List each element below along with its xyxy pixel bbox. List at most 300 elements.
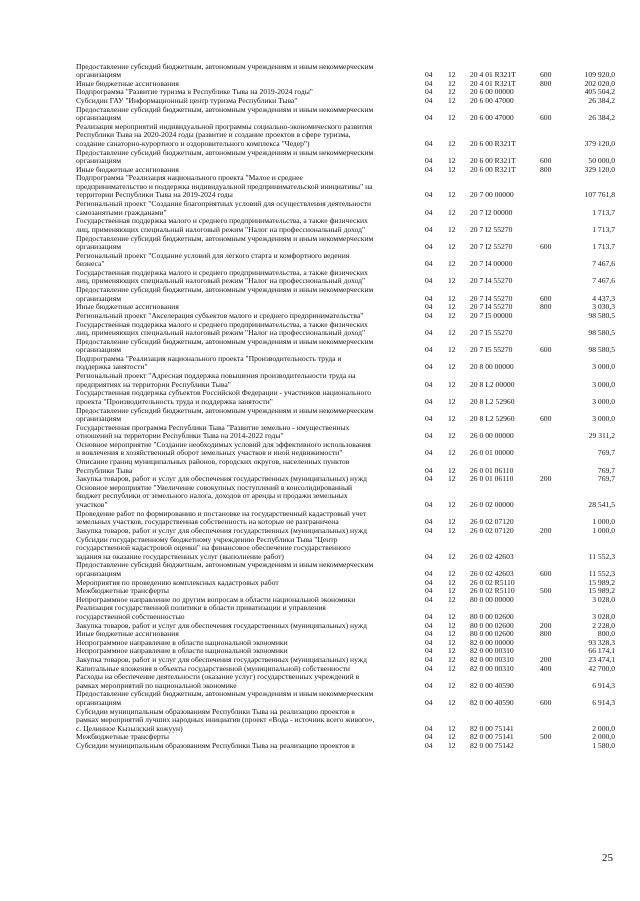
table-row: [0, 217, 640, 234]
row-target-article: 20 7 I2 00000: [470, 207, 513, 217]
row-subsection: 12: [448, 276, 456, 286]
row-amount: 93 328,3: [588, 637, 615, 647]
row-amount: 1 713,7: [592, 224, 615, 234]
table-row: [0, 106, 640, 123]
row-name-line: организациям: [76, 569, 122, 578]
row-name-line: Иные бюджетные ассигнования: [76, 79, 179, 88]
row-name-line: организациям: [76, 157, 122, 166]
row-subsection: 12: [448, 138, 456, 148]
row-name-line: Иные бюджетные ассигнования: [76, 165, 179, 174]
row-name-line: Проведение работ по формированию и постановке на государственный кадастровый учет: [76, 509, 367, 518]
row-name: [76, 149, 416, 166]
row-target-article: 20 7 I2 55270: [470, 224, 513, 234]
row-section: 04: [425, 474, 433, 484]
row-target-article: 82 0 00 75141: [470, 723, 514, 733]
row-name: [76, 604, 416, 621]
row-target-article: 26 0 02 R5110: [470, 577, 515, 587]
row-expense-type: 200: [540, 654, 552, 664]
row-name: [76, 665, 416, 674]
row-subsection: 12: [448, 207, 456, 217]
row-amount: 109 920,0: [584, 70, 615, 80]
row-name-line: земельных участков, государственная собственность на которые не разграничена: [76, 518, 339, 527]
row-amount: 769,7: [597, 474, 615, 484]
row-section: 04: [425, 328, 433, 338]
row-name: [76, 536, 416, 562]
table-row: [0, 733, 640, 742]
row-amount: 26 384,2: [588, 113, 615, 123]
row-target-article: 20 7 I4 55270: [470, 276, 513, 286]
row-subsection: 12: [448, 259, 456, 269]
row-target-article: 20 6 00 R321T: [470, 138, 516, 148]
row-target-article: 20 7 I5 55270: [470, 345, 513, 355]
table-row: [0, 286, 640, 303]
row-name-line: Основное мероприятие "Создание необходимых условий для эффективного использования: [76, 440, 371, 449]
row-name-line: Предоставление субсидий бюджетным, автономным учреждениям и иным некоммерческим: [76, 561, 374, 570]
row-section: 04: [425, 396, 433, 406]
table-row: [0, 372, 640, 389]
row-section: 04: [425, 448, 433, 458]
row-subsection: 12: [448, 431, 456, 441]
row-subsection: 12: [448, 680, 456, 690]
row-name-line: участков": [76, 501, 108, 510]
row-name-line: проекта "Производительность труда и поддержка занятости": [76, 397, 273, 406]
row-section: 04: [425, 379, 433, 389]
row-name-line: задания на оказание государственных услуг (выполнение работ): [76, 552, 284, 561]
row-section: 04: [425, 637, 433, 647]
table-row: [0, 63, 640, 80]
row-name-line: Закупка товаров, работ и услуг для обеспечения государственных (муниципальных) нужд: [76, 475, 367, 484]
row-name-line: Региональный проект "Создание благоприятных условий для осуществления деятельности: [76, 200, 372, 209]
row-name-line: Закупка товаров, работ и услуг для обеспечения государственных (муниципальных) нужд: [76, 621, 367, 630]
row-subsection: 12: [448, 302, 456, 312]
row-name: [76, 587, 416, 596]
row-target-article: 20 4 01 R321T: [470, 70, 516, 80]
row-name-line: Подпрограмма "Развитие туризма в Республике Тыва на 2019-2024 годы": [76, 88, 313, 97]
row-name-line: организациям: [76, 114, 122, 123]
row-section: 04: [425, 680, 433, 690]
row-name-line: Межбюджетные трансферты: [76, 587, 169, 596]
row-subsection: 12: [448, 629, 456, 639]
row-name: [76, 561, 416, 578]
row-name: [76, 97, 416, 106]
row-subsection: 12: [448, 78, 456, 88]
row-name-line: Предоставление субсидий бюджетным, автономным учреждениям и иным некоммерческим: [76, 286, 374, 295]
table-row: [0, 88, 640, 97]
table-row: [0, 303, 640, 312]
table-row: [0, 424, 640, 441]
row-name-line: Реализация мероприятий индивидуальной программы социально-экономического развития: [76, 122, 373, 131]
row-target-article: 20 8 L2 52960: [470, 396, 515, 406]
row-subsection: 12: [448, 586, 456, 596]
row-amount: 3 028,0: [592, 594, 615, 604]
row-subsection: 12: [448, 740, 456, 750]
row-name: [76, 527, 416, 536]
table-row: [0, 166, 640, 175]
row-name-line: государственной кадастровой оценки" на финансовое обеспечение государственного: [76, 544, 351, 553]
row-amount: 98 580,5: [588, 310, 615, 320]
row-target-article: 26 0 02 07120: [470, 525, 514, 535]
row-section: 04: [425, 293, 433, 303]
row-section: 04: [425, 586, 433, 596]
row-section: 04: [425, 259, 433, 269]
row-name-line: организациям: [76, 294, 122, 303]
row-expense-type: 800: [540, 78, 552, 88]
row-target-article: 20 8 L2 52960: [470, 414, 515, 424]
row-name: [76, 673, 416, 690]
row-subsection: 12: [448, 620, 456, 630]
row-amount: 379 120,0: [584, 138, 615, 148]
row-name-line: создание санаторно-курортного и оздоровительного комплекса "Чедер"): [76, 139, 310, 148]
row-name-line: бизнеса": [76, 260, 105, 269]
row-amount: 11 552,3: [588, 551, 615, 561]
row-amount: 3 000,0: [592, 414, 615, 424]
row-section: 04: [425, 577, 433, 587]
row-subsection: 12: [448, 465, 456, 475]
row-amount: 1 713,7: [592, 242, 615, 252]
row-name-line: бюджет республики от земельного налога, доходов от аренды и продажи земельных: [76, 492, 348, 501]
row-expense-type: 600: [540, 568, 552, 578]
row-amount: 23 474,1: [588, 654, 615, 664]
row-amount: 6 914,3: [592, 697, 615, 707]
row-target-article: 82 0 00 75142: [470, 740, 514, 750]
row-name: [76, 80, 416, 89]
row-expense-type: 600: [540, 293, 552, 303]
row-subsection: 12: [448, 156, 456, 166]
row-target-article: 26 0 01 06110: [470, 474, 514, 484]
row-name-line: Государственная поддержка малого и среднего предпринимательства, а также физических: [76, 320, 368, 329]
row-amount: 1 000,0: [592, 525, 615, 535]
row-name-line: рамках мероприятий по национальной экономике: [76, 681, 237, 690]
table-row: [0, 690, 640, 707]
row-name-line: Предоставление субсидий бюджетным, автономным учреждениям и иным некоммерческим: [76, 690, 374, 699]
row-name-line: Государственная поддержка малого и среднего предпринимательства, а также физических: [76, 268, 368, 277]
table-row: [0, 407, 640, 424]
row-subsection: 12: [448, 242, 456, 252]
row-name: [76, 656, 416, 665]
row-name-line: территории Республики Тыва на 2019-2024 годы: [76, 191, 233, 200]
row-name: [76, 174, 416, 200]
row-name: [76, 200, 416, 217]
row-subsection: 12: [448, 654, 456, 664]
row-target-article: 20 6 00 R321T: [470, 164, 516, 174]
table-row: [0, 665, 640, 674]
row-section: 04: [425, 78, 433, 88]
table-row: [0, 536, 640, 562]
row-amount: 3 000,0: [592, 379, 615, 389]
row-subsection: 12: [448, 164, 456, 174]
table-row: [0, 604, 640, 621]
row-name-line: Предоставление субсидий бюджетным, автономным учреждениям и иным некоммерческим: [76, 234, 374, 243]
row-name: [76, 407, 416, 424]
row-name-line: Предоставление субсидий бюджетным, автономным учреждениям и иным некоммерческим: [76, 62, 374, 71]
row-name-line: государственной собственностью: [76, 612, 185, 621]
row-name: [76, 441, 416, 458]
row-amount: 405 504,2: [584, 87, 615, 97]
row-name-line: Региональный проект "Адресная поддержка повышения производительности труда на: [76, 372, 356, 381]
row-subsection: 12: [448, 568, 456, 578]
row-section: 04: [425, 594, 433, 604]
row-subsection: 12: [448, 697, 456, 707]
row-target-article: 26 0 00 00000: [470, 431, 514, 441]
row-target-article: 26 0 01 00000: [470, 448, 514, 458]
row-amount: 98 580,5: [588, 328, 615, 338]
row-name: [76, 484, 416, 510]
row-amount: 50 000,0: [588, 156, 615, 166]
row-target-article: 26 0 02 42603: [470, 568, 514, 578]
table-row: [0, 527, 640, 536]
row-target-article: 82 0 00 00000: [470, 637, 514, 647]
table-row: [0, 123, 640, 149]
row-name: [76, 88, 416, 97]
row-subsection: 12: [448, 500, 456, 510]
row-name-line: самозанятыми гражданами": [76, 208, 167, 217]
row-amount: 3 030,3: [592, 302, 615, 312]
row-section: 04: [425, 654, 433, 664]
row-amount: 2 228,0: [592, 620, 615, 630]
table-row: [0, 200, 640, 217]
row-amount: 769,7: [597, 448, 615, 458]
table-row: [0, 321, 640, 338]
row-amount: 26 384,2: [588, 95, 615, 105]
row-name: [76, 742, 416, 751]
row-amount: 2 000,0: [592, 723, 615, 733]
row-name-line: Республики Тыва на 2020-2024 годы (развитие и создание проектов в сфере туризма,: [76, 131, 351, 140]
row-expense-type: 500: [540, 732, 552, 742]
row-target-article: 80 0 00 00000: [470, 594, 514, 604]
row-name-line: предпринимательство и поддержка индивидуальной предпринимательской инициативы" на: [76, 182, 373, 191]
row-section: 04: [425, 646, 433, 656]
row-section: 04: [425, 302, 433, 312]
row-expense-type: 600: [540, 242, 552, 252]
row-amount: 1 000,0: [592, 517, 615, 527]
row-target-article: 20 4 01 R321T: [470, 78, 516, 88]
row-name: [76, 286, 416, 303]
row-name-line: организациям: [76, 698, 122, 707]
row-name-line: Подпрограмма "Реализация национального проекта "Производительность труда и: [76, 354, 342, 363]
row-target-article: 20 6 00 47000: [470, 95, 514, 105]
row-section: 04: [425, 224, 433, 234]
table-row: [0, 484, 640, 510]
row-subsection: 12: [448, 448, 456, 458]
row-section: 04: [425, 414, 433, 424]
row-amount: 4 437,3: [592, 293, 615, 303]
table-row: [0, 441, 640, 458]
row-section: 04: [425, 629, 433, 639]
row-section: 04: [425, 138, 433, 148]
row-amount: 769,7: [597, 465, 615, 475]
row-name: [76, 269, 416, 286]
row-subsection: 12: [448, 70, 456, 80]
row-name: [76, 303, 416, 312]
row-section: 04: [425, 190, 433, 200]
row-target-article: 80 0 00 02600: [470, 629, 514, 639]
row-target-article: 20 8 00 00000: [470, 362, 514, 372]
row-name: [76, 252, 416, 269]
row-amount: 3 000,0: [592, 362, 615, 372]
table-row: [0, 252, 640, 269]
row-name: [76, 647, 416, 656]
row-name-line: предприятиях на территории Республики Тыва": [76, 380, 231, 389]
table-row: [0, 149, 640, 166]
row-subsection: 12: [448, 113, 456, 123]
row-target-article: 20 7 I5 55270: [470, 328, 513, 338]
row-name: [76, 217, 416, 234]
row-name: [76, 708, 416, 734]
row-expense-type: 200: [540, 620, 552, 630]
table-row: [0, 174, 640, 200]
row-amount: 66 174,1: [588, 646, 615, 656]
table-row: [0, 742, 640, 751]
row-name-line: Субсидии ГАУ "Информационный центр туризма Республики Тыва": [76, 96, 298, 105]
row-name-line: Капитальные вложения в объекты государственной (муниципальной) собственности: [76, 664, 350, 673]
row-amount: 800,0: [597, 629, 615, 639]
row-name-line: Республики Тыва: [76, 466, 133, 475]
row-expense-type: 600: [540, 113, 552, 123]
row-name: [76, 312, 416, 321]
row-section: 04: [425, 620, 433, 630]
row-amount: 11 552,3: [588, 568, 615, 578]
row-name-line: Закупка товаров, работ и услуг для обеспечения государственных (муниципальных) нужд: [76, 526, 367, 535]
row-expense-type: 800: [540, 302, 552, 312]
row-section: 04: [425, 723, 433, 733]
row-name-line: Государственная программа Республики Тыва "Развитие земельно - имущественных: [76, 423, 350, 432]
row-subsection: 12: [448, 663, 456, 673]
row-target-article: 20 7 I4 00000: [470, 259, 513, 269]
row-expense-type: 200: [540, 474, 552, 484]
table-row: [0, 389, 640, 406]
row-subsection: 12: [448, 594, 456, 604]
row-subsection: 12: [448, 637, 456, 647]
row-name-line: Подпрограмма "Реализация национального проекта "Малое и среднее: [76, 174, 303, 183]
row-amount: 6 914,3: [592, 680, 615, 690]
row-name: [76, 596, 416, 605]
row-amount: 42 700,0: [588, 663, 615, 673]
row-subsection: 12: [448, 328, 456, 338]
row-target-article: 80 0 00 02600: [470, 620, 514, 630]
row-subsection: 12: [448, 723, 456, 733]
row-target-article: 82 0 00 00310: [470, 654, 514, 664]
row-target-article: 20 8 L2 00000: [470, 379, 515, 389]
row-section: 04: [425, 156, 433, 166]
row-subsection: 12: [448, 732, 456, 742]
row-name: [76, 622, 416, 631]
row-name-line: Иные бюджетные ассигнования: [76, 630, 179, 639]
row-name-line: Субсидии государственному бюджетному учреждению Республики Тыва "Центр: [76, 535, 338, 544]
row-name-line: с. Целинное Кызылский кожуун): [76, 724, 183, 733]
row-amount: 202 020,0: [584, 78, 615, 88]
row-target-article: 26 0 02 R5110: [470, 586, 515, 596]
table-row: [0, 458, 640, 475]
row-target-article: 20 7 I5 00000: [470, 310, 513, 320]
row-name: [76, 166, 416, 175]
row-name: [76, 510, 416, 527]
row-name-line: Описание границ муниципальных районов, городских округов, населенных пунктов: [76, 458, 350, 467]
row-name: [76, 630, 416, 639]
row-target-article: 26 0 02 42603: [470, 551, 514, 561]
table-row: [0, 235, 640, 252]
row-amount: 3 028,0: [592, 611, 615, 621]
row-section: 04: [425, 732, 433, 742]
table-row: [0, 630, 640, 639]
row-section: 04: [425, 70, 433, 80]
row-name-line: лиц, применяющих специальный налоговый режим "Налог на профессиональный доход": [76, 277, 366, 286]
row-subsection: 12: [448, 646, 456, 656]
row-subsection: 12: [448, 190, 456, 200]
row-section: 04: [425, 276, 433, 286]
row-subsection: 12: [448, 362, 456, 372]
row-name-line: Межбюджетные трансферты: [76, 733, 169, 742]
row-name: [76, 690, 416, 707]
row-amount: 15 989,2: [588, 586, 615, 596]
row-name-line: лиц, применяющих специальный налоговый режим "Налог на профессиональный доход": [76, 225, 366, 234]
row-section: 04: [425, 517, 433, 527]
row-subsection: 12: [448, 379, 456, 389]
table-row: [0, 596, 640, 605]
row-name-line: Предоставление субсидий бюджетным, автономным учреждениям и иным некоммерческим: [76, 148, 374, 157]
row-section: 04: [425, 164, 433, 174]
row-target-article: 26 0 02 00000: [470, 500, 514, 510]
row-subsection: 12: [448, 414, 456, 424]
row-amount: 3 000,0: [592, 396, 615, 406]
row-subsection: 12: [448, 293, 456, 303]
row-subsection: 12: [448, 396, 456, 406]
row-target-article: 82 0 00 75141: [470, 732, 514, 742]
row-section: 04: [425, 310, 433, 320]
table-row: [0, 269, 640, 286]
row-subsection: 12: [448, 474, 456, 484]
row-amount: 1 713,7: [592, 207, 615, 217]
row-section: 04: [425, 740, 433, 750]
row-target-article: 26 0 02 07120: [470, 517, 514, 527]
row-subsection: 12: [448, 345, 456, 355]
row-target-article: 82 0 00 40590: [470, 680, 514, 690]
table-row: [0, 561, 640, 578]
row-name-line: Иные бюджетные ассигнования: [76, 303, 179, 312]
row-amount: 29 311,2: [588, 431, 615, 441]
row-target-article: 80 0 00 02600: [470, 611, 514, 621]
row-target-article: 20 6 00 47000: [470, 113, 514, 123]
table-row: [0, 475, 640, 484]
row-name-line: Региональный проект "Акселерация субъектов малого и среднего предпринимательства": [76, 311, 364, 320]
row-amount: 107 761,8: [584, 190, 615, 200]
row-amount: 15 989,2: [588, 577, 615, 587]
table-row: [0, 673, 640, 690]
row-section: 04: [425, 207, 433, 217]
table-row: [0, 80, 640, 89]
row-name-line: организациям: [76, 243, 122, 252]
row-section: 04: [425, 242, 433, 252]
page-number: 25: [602, 852, 613, 864]
row-amount: 1 580,0: [592, 740, 615, 750]
table-row: [0, 97, 640, 106]
row-expense-type: 200: [540, 525, 552, 535]
row-section: 04: [425, 611, 433, 621]
row-section: 04: [425, 551, 433, 561]
row-name-line: Предоставление субсидий бюджетным, автономным учреждениям и иным некоммерческим: [76, 105, 374, 114]
row-subsection: 12: [448, 525, 456, 535]
row-target-article: 20 7 I2 55270: [470, 242, 513, 252]
row-name-line: Непрограммное направление в области национальной экономики: [76, 647, 288, 656]
row-name-line: отношений на территории Республики Тыва на 2014-2022 годы": [76, 432, 284, 441]
row-name-line: Субсидии муниципальным образованиям Республики Тыва на реализацию проектов в: [76, 741, 355, 750]
row-target-article: 20 6 00 R321T: [470, 156, 516, 166]
row-target-article: 20 6 00 00000: [470, 87, 514, 97]
row-target-article: 20 7 00 00000: [470, 190, 514, 200]
row-name-line: Непрограммное направление в области национальной экономики: [76, 638, 288, 647]
row-name-line: Государственная поддержка субъектов Российской Федерации - участников национального: [76, 389, 372, 398]
row-name: [76, 458, 416, 475]
row-section: 04: [425, 663, 433, 673]
